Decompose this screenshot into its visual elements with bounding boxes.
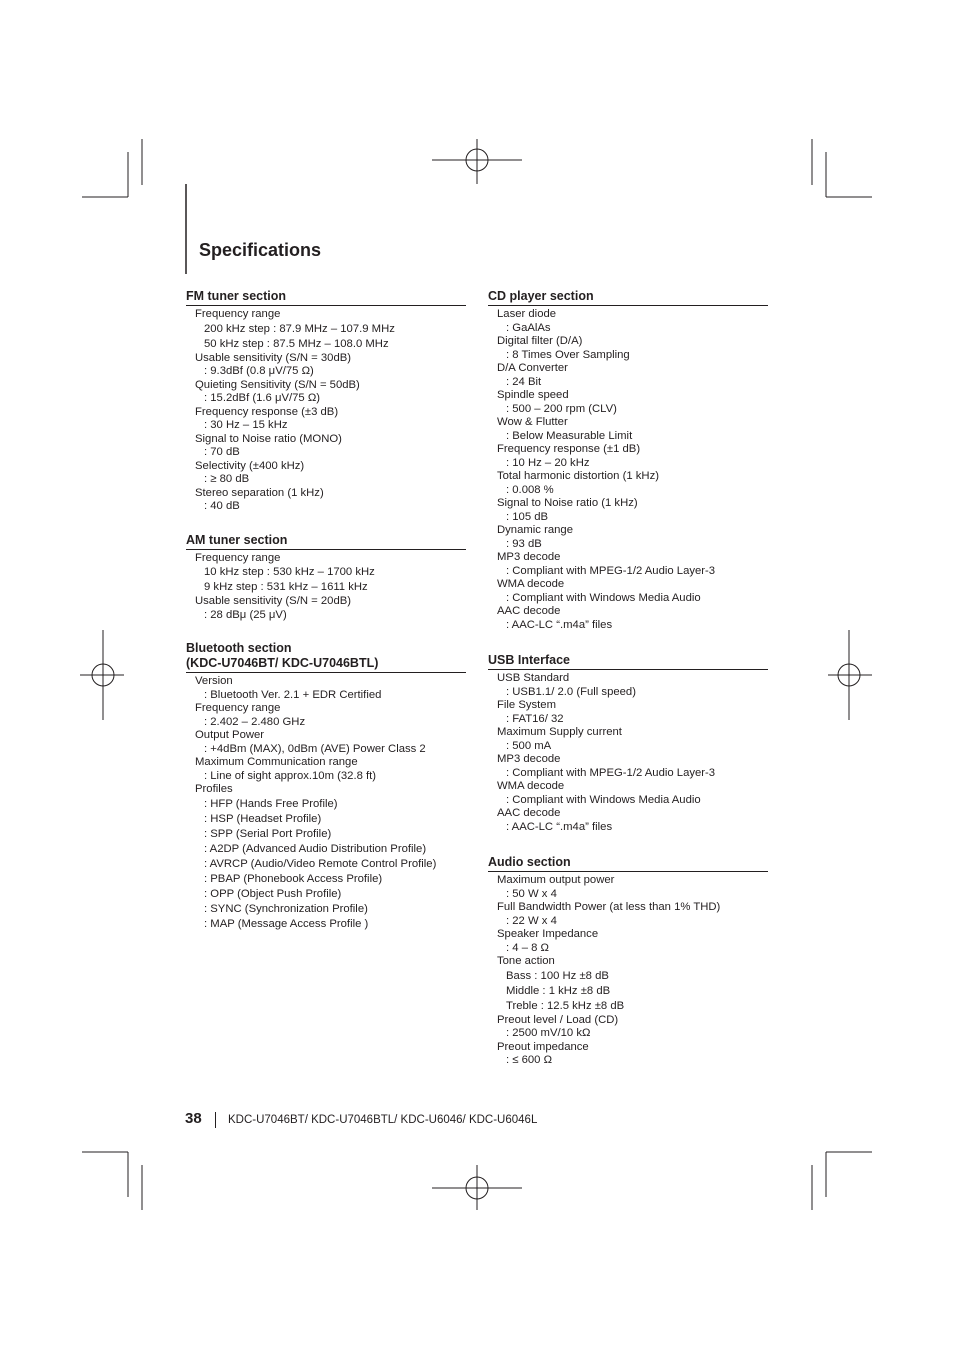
spec-item (497, 497, 768, 524)
spec-value: : 28 dBμ (25 μV) (204, 608, 287, 621)
spec-item (497, 524, 768, 551)
spec-item (195, 379, 466, 406)
spec-label: USB Standard (497, 672, 570, 684)
spec-item (497, 470, 768, 497)
spec-item (497, 928, 768, 955)
spec-item (195, 352, 466, 379)
spec-label: File System (497, 699, 557, 711)
spec-value: : 2.402 – 2.480 GHz (204, 715, 306, 728)
spec-sub-value: 200 kHz step : 87.9 MHz – 107.9 MHz (204, 322, 395, 335)
spec-value: : FAT16/ 32 (506, 712, 564, 725)
footer-model-list: KDC-U7046BT/ KDC-U7046BTL/ KDC-U6046/ KDC-U6046L (228, 1114, 538, 1126)
spec-label: Wow & Flutter (497, 416, 568, 428)
spec-value: : Below Measurable Limit (506, 429, 633, 442)
spec-label: Frequency response (±3 dB) (195, 405, 339, 418)
spec-value: : 30 Hz – 15 kHz (204, 419, 288, 431)
spec-label: Maximum Communication range (195, 756, 358, 768)
spec-item (497, 753, 768, 780)
spec-item (195, 406, 466, 433)
spec-value: : 0.008 % (506, 483, 554, 496)
spec-item (497, 1041, 768, 1068)
spec-value: : AAC-LC “.m4a” files (506, 618, 613, 631)
spec-label: Spindle speed (497, 389, 569, 401)
spec-value: : 22 W x 4 (506, 914, 557, 927)
spec-value: : 2500 mV/10 kΩ (506, 1027, 591, 1039)
spec-item (195, 756, 466, 783)
spec-value: : +4dBm (MAX), 0dBm (AVE) Power Class 2 (204, 742, 426, 755)
spec-value: : AAC-LC “.m4a” files (506, 820, 613, 833)
spec-section (186, 533, 466, 623)
spec-sub-value: 50 kHz step : 87.5 MHz – 108.0 MHz (204, 337, 389, 350)
spec-label: Maximum Supply current (497, 726, 622, 738)
spec-value: : 10 Hz – 20 kHz (506, 456, 590, 469)
section-heading (186, 641, 466, 673)
spec-item (497, 672, 768, 699)
spec-sub-value: Treble : 12.5 kHz ±8 dB (506, 999, 625, 1012)
section-heading (186, 533, 466, 550)
spec-label: Signal to Noise ratio (MONO) (195, 432, 342, 445)
spec-sub-value: 9 kHz step : 531 kHz – 1611 kHz (204, 581, 368, 593)
spec-item (497, 443, 768, 470)
spec-label: Frequency range (195, 308, 281, 320)
section-heading (488, 653, 768, 670)
section-heading-line: Bluetooth section (186, 641, 292, 655)
right-column (488, 289, 768, 1068)
spec-label: Output Power (195, 729, 265, 741)
spec-label: Frequency range (195, 551, 281, 564)
spec-value: : Compliant with MPEG-1/2 Audio Layer-3 (506, 564, 716, 577)
page-number: 38 (185, 1110, 202, 1127)
spec-label: WMA decode (497, 578, 565, 590)
spec-item (497, 416, 768, 443)
spec-label: MP3 decode (497, 753, 561, 765)
spec-sub-value: : HFP (Hands Free Profile) (204, 797, 338, 810)
spec-sub-value: : HSP (Headset Profile) (204, 812, 322, 825)
spec-value: : Compliant with Windows Media Audio (506, 793, 701, 806)
spec-item (497, 874, 768, 901)
spec-value: : 40 dB (204, 500, 240, 512)
spec-label: Full Bandwidth Power (at less than 1% THD) (497, 901, 721, 913)
page-title: Specifications (199, 240, 322, 260)
spec-value: : 105 dB (506, 510, 549, 523)
spec-value: : 93 dB (506, 537, 542, 550)
spec-label: Quieting Sensitivity (S/N = 50dB) (195, 378, 360, 391)
spec-item (195, 433, 466, 460)
spec-label: Laser diode (497, 308, 557, 320)
spec-label: Signal to Noise ratio (1 kHz) (497, 497, 638, 509)
spec-sub-value: 10 kHz step : 530 kHz – 1700 kHz (204, 566, 375, 578)
spec-value: : 24 Bit (506, 375, 542, 388)
spec-item (195, 552, 466, 596)
spec-item (497, 308, 768, 335)
spec-label: Preout impedance (497, 1040, 589, 1053)
spec-value: : 70 dB (204, 446, 240, 458)
section-heading (186, 289, 466, 306)
spec-value: : 9.3dBf (0.8 μV/75 Ω) (204, 365, 314, 377)
spec-sub-value: : MAP (Message Access Profile ) (204, 917, 369, 930)
spec-label: WMA decode (497, 780, 565, 792)
section-heading-line: FM tuner section (186, 289, 287, 303)
spec-label: Usable sensitivity (S/N = 20dB) (195, 595, 352, 607)
spec-item (497, 362, 768, 389)
spec-item (195, 460, 466, 487)
spec-sub-value: : SYNC (Synchronization Profile) (204, 902, 368, 915)
spec-section (488, 855, 768, 1068)
spec-item (195, 487, 466, 514)
spec-label: Profiles (195, 783, 233, 795)
section-heading-line: AM tuner section (186, 532, 288, 547)
spec-label: AAC decode (497, 605, 561, 617)
spec-sub-value: : AVRCP (Audio/Video Remote Control Profile) (204, 857, 437, 870)
spec-label: Tone action (497, 955, 555, 967)
spec-value: : Compliant with MPEG-1/2 Audio Layer-3 (506, 766, 716, 779)
section-heading (488, 289, 768, 306)
spec-label: D/A Converter (497, 362, 568, 374)
spec-value: : 8 Times Over Sampling (506, 348, 630, 361)
spec-item (195, 783, 466, 932)
spec-section (186, 289, 466, 514)
spec-label: MP3 decode (497, 551, 561, 563)
spec-value: : GaAlAs (506, 321, 551, 334)
spec-label: Speaker Impedance (497, 928, 599, 940)
spec-label: Digital filter (D/A) (497, 335, 583, 347)
spec-item (497, 335, 768, 362)
spec-item (497, 699, 768, 726)
spec-label: Total harmonic distortion (1 kHz) (497, 470, 659, 482)
spec-item (497, 726, 768, 753)
spec-sub-value: : OPP (Object Push Profile) (204, 887, 342, 900)
spec-sub-value: : SPP (Serial Port Profile) (204, 827, 332, 840)
spec-section (186, 641, 466, 932)
section-heading-line: CD player section (488, 289, 594, 303)
spec-label: Stereo separation (1 kHz) (195, 486, 324, 499)
section-heading-line: (KDC-U7046BT/ KDC-U7046BTL) (186, 656, 379, 670)
spec-label: Selectivity (±400 kHz) (195, 459, 305, 472)
spec-value: : ≥ 80 dB (204, 473, 250, 485)
spec-section (488, 653, 768, 834)
spec-label: Frequency response (±1 dB) (497, 443, 641, 455)
spec-item (497, 955, 768, 1014)
spec-value: : Bluetooth Ver. 2.1 + EDR Certified (204, 688, 382, 701)
spec-item (497, 389, 768, 416)
section-heading-line: Audio section (488, 855, 571, 869)
spec-value: : USB1.1/ 2.0 (Full speed) (506, 685, 636, 698)
spec-value: : 4 – 8 Ω (506, 941, 549, 954)
left-column (186, 289, 466, 932)
spec-sub-value: : PBAP (Phonebook Access Profile) (204, 872, 383, 885)
spec-item (195, 702, 466, 729)
spec-value: : Compliant with Windows Media Audio (506, 591, 701, 604)
spec-label: Usable sensitivity (S/N = 30dB) (195, 351, 352, 364)
spec-value: : 500 – 200 rpm (CLV) (506, 402, 617, 415)
spec-section (488, 289, 768, 632)
spec-sub-value: Middle : 1 kHz ±8 dB (506, 984, 611, 997)
spec-value: : 500 mA (506, 739, 552, 752)
spec-item (497, 578, 768, 605)
spec-item (195, 675, 466, 702)
spec-value: : Line of sight approx.10m (32.8 ft) (204, 769, 377, 782)
spec-label: AAC decode (497, 807, 561, 819)
spec-label: Preout level / Load (CD) (497, 1013, 619, 1026)
spec-item (497, 901, 768, 928)
spec-item (195, 595, 466, 622)
spec-sub-value: Bass : 100 Hz ±8 dB (506, 969, 609, 982)
footer-divider (215, 1112, 216, 1128)
spec-label: Version (195, 675, 233, 687)
spec-label: Dynamic range (497, 524, 573, 536)
section-heading-line: USB Interface (488, 653, 570, 667)
spec-label: Frequency range (195, 702, 281, 714)
spec-value: : ≤ 600 Ω (506, 1054, 553, 1066)
spec-sub-value: : A2DP (Advanced Audio Distribution Profile) (204, 842, 427, 855)
spec-label: Maximum output power (497, 874, 615, 886)
section-heading (488, 855, 768, 872)
spec-item (497, 551, 768, 578)
spec-item (195, 729, 466, 756)
spec-item (497, 1014, 768, 1041)
spec-item (497, 605, 768, 632)
spec-item (497, 780, 768, 807)
spec-item (195, 308, 466, 352)
spec-value: : 50 W x 4 (506, 887, 557, 900)
spec-value: : 15.2dBf (1.6 μV/75 Ω) (204, 392, 321, 404)
spec-item (497, 807, 768, 834)
